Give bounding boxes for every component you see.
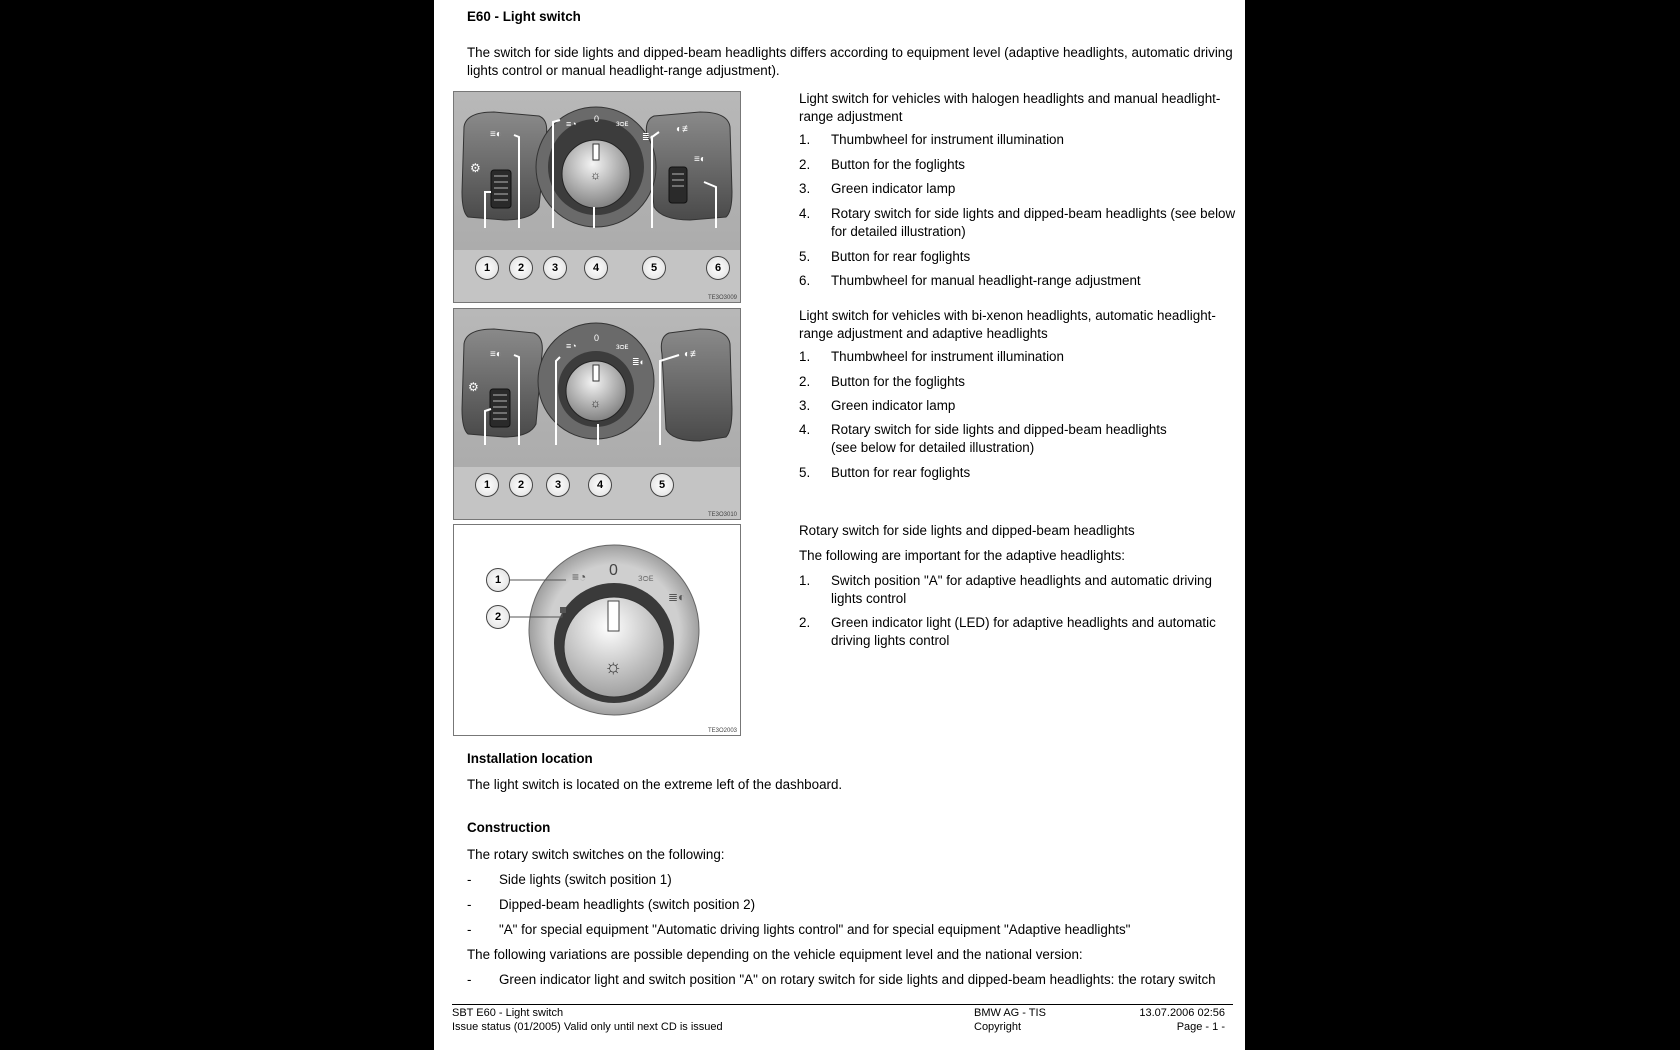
callout-3: 3 <box>543 256 567 280</box>
page-title: E60 - Light switch <box>467 9 581 24</box>
svg-text:≣◐: ≣◐ <box>642 132 655 142</box>
installation-text: The light switch is located on the extreme left of the dashboard. <box>467 777 843 792</box>
callout-4: 4 <box>588 473 612 497</box>
callout-5: 5 <box>650 473 674 497</box>
section1-list: 1. Thumbwheel for instrument illumination 2. Button for the foglights 3. Green indicator lamp 4. Rotary switch for side lights and dipped-beam headlights (see below for detailed illustration) 5. Button for rear foglights 6. Thumbwheel for manual headlight-range adjustment <box>799 132 1236 288</box>
svg-text:⚙: ⚙ <box>468 380 479 394</box>
footer-page-number: Page - 1 - <box>1176 1021 1225 1033</box>
svg-text:☼: ☼ <box>590 168 601 182</box>
rotary-switch-drawing <box>454 525 740 735</box>
svg-text:◐≢: ◐≢ <box>684 349 701 360</box>
svg-text:◐≢: ◐≢ <box>676 124 693 135</box>
callout-6: 6 <box>706 256 730 280</box>
construction-variations: The following variations are possible depending on the vehicle equipment level and the national version: <box>467 947 1083 962</box>
callout-4: 4 <box>584 256 608 280</box>
callout-1: 1 <box>475 256 499 280</box>
dial-zero: 0 <box>609 562 618 579</box>
svg-text:☼: ☼ <box>604 656 623 678</box>
svg-text:≡◐: ≡◐ <box>490 129 502 140</box>
image-code: TE3O3010 <box>707 512 737 518</box>
footer-rule <box>452 1004 1233 1005</box>
section3-list: 1. Switch position "A" for adaptive headlights and automatic driving lights control 2. Green indicator light (LED) for adaptive headlights and automatic driving lights control <box>799 573 1216 648</box>
footer-copyright: Copyright <box>974 1021 1022 1033</box>
callout-5: 5 <box>642 256 666 280</box>
halogen-light-switch-photo <box>453 91 741 303</box>
intro-line-2: lights control or manual headlight-range adjustment). <box>467 63 780 78</box>
rotary-switch-detail-photo <box>453 524 741 736</box>
section3-heading: Rotary switch for side lights and dipped-beam headlights <box>799 523 1135 538</box>
footer-issue-status: Issue status (01/2005) Valid only until next CD is issued <box>452 1021 723 1033</box>
svg-text:ᴈᴑᴇ: ᴈᴑᴇ <box>616 342 629 351</box>
svg-text:ᴈᴑᴇ: ᴈᴑᴇ <box>638 573 654 584</box>
svg-text:≣◐: ≣◐ <box>668 590 686 604</box>
document-page: E60 - Light switch The switch for side lights and dipped-beam headlights differs according to equipment level (adaptive headlights, automatic driving lights control or manual headlight-range adjustment). 0 ≡◔ ᴈᴑᴇ ≣◐ ≡◐ ◐≢ ⚙ ☼ ≡◐ 1 2 3 4 5 6 TE3O3009 0 ≡◔ ᴈᴑᴇ ≣◐ ≡◐ ◐≢ ⚙ ☼ 1 2 3 4 5 TE3O3010 ☼ ≡◔ ᴈᴑᴇ ≣◐ 0 1 2 TE3O2003 Light switch for vehicles with halogen headlights and manual headlight- range adjustment 1. Thumbwheel for instrument illumination 2. Button for the foglights 3. Green indicator lamp 4. Rotary switch for side lights and dipped-beam headlights (see below for detailed illustration) 5. Button for rear foglights 6. Thumbwheel for manual headlight-range adjustment Light switch for vehicles with bi-xenon headlights, automatic headlight- range adjustment and adaptive headlights 1. Thumbwheel for instrument illumination 2. Button for the foglights 3. Green indicator lamp 4. Rotary switch for side lights and dipped-beam headlights (see below for detailed illustration) 5. Button for rear foglights Rotary switch for side lights and dipped-beam headlights The following are important for the adaptive headlights: 1. Switch position "A" for adaptive headlights and automatic driving lights control 2. Green indicator light (LED) for adaptive headlights and automatic driving lights control Installation location The light switch is located on the extreme left of the dashboard. Construction The rotary switch switches on the following: - Side lights (switch position 1) - Dipped-beam headlights (switch position 2) - "A" for special equipment "Automatic driving lights control" and for special equipment "Adaptive headlights" The following variations are possible depending on the vehicle equipment level and the national version: - Green indicator light and switch position "A" on rotary switch for side lights and dipped-beam headlights: the rotary switch SBT E60 - Light switch Issue status (01/2005) Valid only until next CD is issued BMW AG - TIS Copyright 13.07.2006 02:56 Page - 1 - <box>434 0 1245 1050</box>
section2-heading: Light switch for vehicles with bi-xenon headlights, automatic headlight- range adjustment and adaptive headlights <box>799 308 1216 341</box>
footer-timestamp: 13.07.2006 02:56 <box>1139 1007 1225 1019</box>
callout-2: 2 <box>509 256 533 280</box>
svg-text:ᴈᴑᴇ: ᴈᴑᴇ <box>616 119 629 128</box>
svg-text:≡◔: ≡◔ <box>566 119 577 129</box>
dial-zero-label: 0 <box>594 114 600 124</box>
section2-list: 1. Thumbwheel for instrument illumination 2. Button for the foglights 3. Green indicator lamp 4. Rotary switch for side lights and dipped-beam headlights (see below for detailed illustration) 5. Button for rear foglights <box>799 349 1167 480</box>
svg-text:≡◐: ≡◐ <box>490 349 502 360</box>
svg-text:≡◔: ≡◔ <box>572 570 587 584</box>
svg-text:≡◐: ≡◐ <box>694 154 706 165</box>
callout-2: 2 <box>486 605 510 629</box>
image-code: TE3O2003 <box>707 728 737 734</box>
svg-text:0: 0 <box>594 333 600 343</box>
installation-heading: Installation location <box>467 751 593 766</box>
svg-text:⚙: ⚙ <box>470 161 481 175</box>
svg-text:☼: ☼ <box>590 396 601 410</box>
construction-heading: Construction <box>467 820 551 835</box>
callout-2: 2 <box>509 473 533 497</box>
section3-subheading: The following are important for the adaptive headlights: <box>799 548 1126 563</box>
callout-1: 1 <box>475 473 499 497</box>
section1-heading: Light switch for vehicles with halogen headlights and manual headlight- range adjustment <box>799 91 1221 124</box>
bixenon-light-switch-photo <box>453 308 741 520</box>
footer-doc-title: SBT E60 - Light switch <box>452 1007 564 1019</box>
image-code: TE3O3009 <box>707 295 737 301</box>
svg-text:≡◔: ≡◔ <box>566 341 577 351</box>
callout-1: 1 <box>486 568 510 592</box>
construction-intro: The rotary switch switches on the following: <box>467 847 725 862</box>
callout-3: 3 <box>546 473 570 497</box>
intro-line-1: The switch for side lights and dipped-beam headlights differs according to equipment level (adaptive headlights, automatic driving <box>467 45 1233 60</box>
footer-publisher: BMW AG - TIS <box>974 1007 1046 1019</box>
svg-text:≣◐: ≣◐ <box>632 357 645 367</box>
